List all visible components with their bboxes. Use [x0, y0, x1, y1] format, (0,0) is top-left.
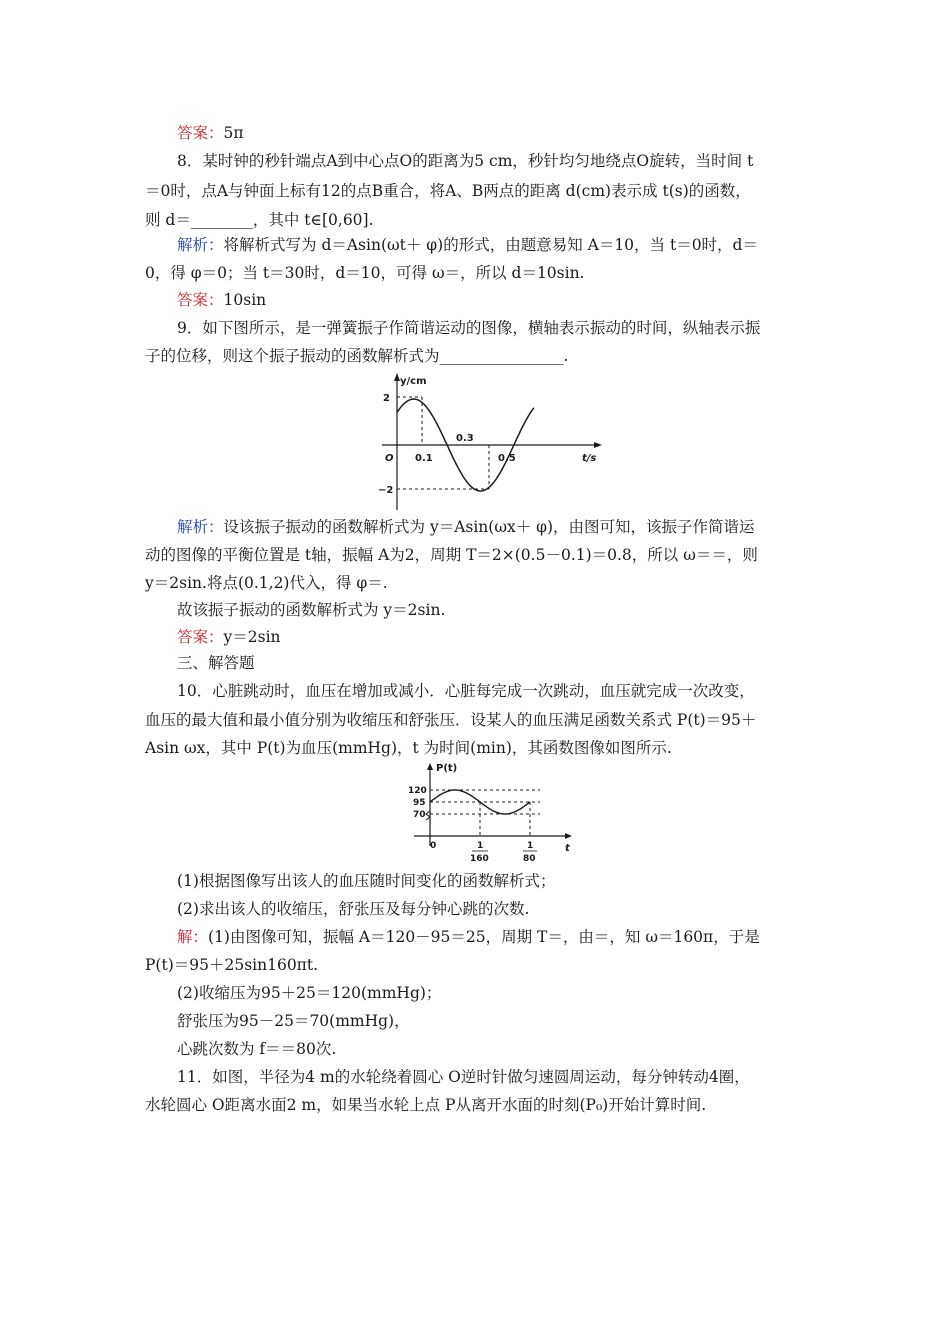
- answer-8: 答案：10sin: [177, 291, 267, 309]
- analysis-9-line-2: 动的图像的平衡位置是 t轴，振幅 A为2，周期 T＝2×(0.5－0.1)＝0.8，所以 ω＝＝，则: [145, 546, 758, 564]
- solution-10-line-5: 心跳次数为 f＝＝80次.: [177, 1040, 337, 1058]
- question-8-line-3: 则 d＝________，其中 t∈[0,60].: [145, 211, 374, 229]
- question-10-part-1: (1)根据图像写出该人的血压随时间变化的函数解析式；: [177, 872, 556, 890]
- x-tick-03: 0.3: [456, 433, 474, 444]
- question-10-line-3: Asin ωx，其中 P(t)为血压(mmHg)，t 为时间(min)，其函数图像如图所示.: [145, 739, 672, 757]
- analysis-9-line-3: y＝2sin.将点(0.1,2)代入，得 φ＝.: [145, 574, 388, 592]
- analysis-label: 解析：: [177, 236, 224, 254]
- blood-pressure-graph: [400, 760, 580, 868]
- origin-label: 0: [430, 841, 437, 851]
- solution-label: 解：: [177, 928, 209, 946]
- answer-label: 答案：: [177, 291, 224, 309]
- answer-label: 答案：: [177, 628, 224, 646]
- axis-break-mark: [426, 811, 430, 820]
- analysis-8-line-1: 解析：将解析式写为 d＝Asin(ωt＋ φ)的形式，由题意易知 A＝10，当 t＝0时，d＝: [177, 236, 758, 254]
- question-8-line-2: ＝0时，点A与钟面上标有12的点B重合，将A、B两点的距离 d(cm)表示成 t(s)的函数，: [145, 182, 751, 200]
- y-axis-label: P(t): [436, 763, 458, 774]
- x-tick-1-numerator: 1: [477, 841, 484, 851]
- answer-9: 答案：y＝2sin: [177, 628, 281, 646]
- question-10-part-2: (2)求出该人的收缩压，舒张压及每分钟心跳的次数.: [177, 900, 530, 918]
- question-8-line-1: 8．某时钟的秒针端点A到中心点O的距离为5 cm，秒针均匀地绕点O旋转，当时间 t: [177, 152, 754, 170]
- x-tick-1-denominator: 160: [470, 854, 489, 864]
- question-11-line-1: 11．如图，半径为4 m的水轮绕着圆心 O逆时针做匀速圆周运动，每分钟转动4圈，: [177, 1068, 750, 1086]
- y-tick-70: 70: [413, 810, 426, 820]
- analysis-8-line-2: 0，得 φ＝0；当 t＝30时，d＝10，可得 ω＝，所以 d＝10sin.: [145, 264, 585, 282]
- x-axis-arrow: [565, 833, 572, 839]
- y-tick-95: 95: [413, 798, 426, 808]
- y-tick-2: 2: [383, 393, 390, 404]
- x-tick-2-denominator: 80: [523, 854, 536, 864]
- analysis-9-line-1: 解析：设该振子振动的函数解析式为 y＝Asin(ωx＋ φ)，由图可知，该振子作简谐运: [177, 518, 755, 536]
- analysis-label: 解析：: [177, 518, 224, 536]
- y-axis-arrow: [427, 763, 433, 770]
- solution-10-line-3: (2)收缩压为95＋25＝120(mmHg)；: [177, 984, 442, 1002]
- answer-label: 答案：: [177, 124, 224, 142]
- x-axis-label: t: [565, 843, 570, 854]
- section-heading: 三、解答题: [177, 654, 255, 672]
- y-tick-neg2: −2: [378, 485, 394, 496]
- x-tick-01: 0.1: [415, 453, 433, 464]
- x-axis-label: t/s: [582, 453, 597, 464]
- y-tick-120: 120: [408, 786, 427, 796]
- question-10-line-2: 血压的最大值和最小值分别为收缩压和舒张压．设某人的血压满足函数关系式 P(t)＝95＋: [145, 711, 757, 729]
- x-tick-05: 0.5: [498, 453, 516, 464]
- oscillation-graph: [370, 370, 610, 515]
- x-axis-arrow: [594, 442, 602, 448]
- solution-10-line-4: 舒张压为95－25＝70(mmHg)，: [177, 1012, 410, 1030]
- question-9-line-1: 9．如下图所示，是一弹簧振子作简谐运动的图像，横轴表示振动的时间，纵轴表示振: [177, 319, 761, 337]
- origin-label: O: [385, 453, 394, 464]
- question-11-line-2: 水轮圆心 O距离水面2 m，如果当水轮上点 P从离开水面的时刻(P₀)开始计算时间.: [145, 1096, 707, 1114]
- solution-10-line-1: 解：(1)由图像可知，振幅 A＝120－95＝25，周期 T＝，由＝，知 ω＝160π，于是: [177, 928, 760, 946]
- analysis-9-line-4: 故该振子振动的函数解析式为 y＝2sin.: [177, 601, 446, 619]
- answer-7: 答案：5π: [177, 124, 244, 142]
- x-tick-2-numerator: 1: [527, 841, 534, 851]
- y-axis-label: y/cm: [400, 376, 427, 387]
- question-9-line-2: 子的位移，则这个振子振动的函数解析式为________________.: [145, 347, 569, 365]
- question-10-line-1: 10．心脏跳动时，血压在增加或减小．心脏每完成一次跳动，血压就完成一次改变，: [177, 682, 755, 700]
- solution-10-line-2: P(t)＝95＋25sin160πt.: [145, 956, 319, 974]
